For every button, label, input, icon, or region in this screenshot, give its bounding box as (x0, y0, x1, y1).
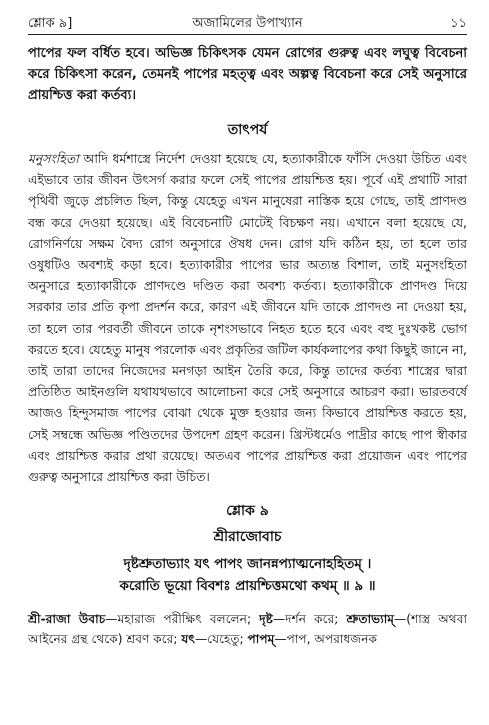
purport-paragraph (28, 148, 467, 487)
intro-paragraph: পাপের ফল বর্ধিত হবে। অভিজ্ঞ চিকিৎসক যেমন রোগের গুরুত্ব এবং লঘুত্ব বিবেচনা করে চিকিৎসা করেন, তেমনই পাপের মহত্ত্ব এবং অল্পত্ব বিবেচনা করে সেই অনুসারে প্রায়শ্চিত্ত করা কর্তব্য। (28, 46, 467, 103)
verse-line-1: দৃষ্টশ্রুতাভ্যাং যৎ পাপং জানন্নপ্যাত্মনোহহিতম্ । (123, 556, 372, 573)
synonym-meaning: —পাপ, অপরাধজনক (274, 632, 377, 647)
verse-line-2: করোতি ভূয়ো বিবশঃ প্রায়শ্চিত্তমথো কথম্ ॥ ৯ ॥ (119, 578, 376, 595)
page-header (28, 10, 467, 34)
page-number: ১১ (450, 16, 467, 31)
synonym-word: দৃষ্ট (259, 612, 273, 627)
chapter-title: অজামিলের উপাখ্যান (192, 16, 303, 31)
verse-speaker: শ্রীরাজোবাচ (213, 529, 282, 546)
synonym-meaning: —দর্শন করে; (272, 612, 347, 627)
synonym-meaning: —যেহেতু; (194, 632, 248, 647)
synonym-meaning: —মহারাজ পরীক্ষিৎ বললেন; (105, 612, 260, 627)
synonym-word: পাপম্ (247, 632, 275, 647)
purport-title: তাৎপর্য (227, 122, 268, 138)
synonym-meaning: —(শাস্ত্র অথবা আইনের গ্রন্থ থেকে) শ্রবণ করে; (28, 612, 468, 647)
synonym-word: শ্রী-রাজা উবাচ (28, 612, 106, 627)
purport-text: আদি ধর্মশাস্ত্রে নির্দেশ দেওয়া হয়েছে যে, হত্যাকারীকে ফাঁসি দেওয়া উচিত এবং এইভাবে তার জীবন উৎসর্গ করার ফলে সেই পাপের প্রায়শ্চিত্ত হয়। পূর্বে এই প্রথাটি সারা পৃথিবী জুড়ে প্রচলিত ছিল, কিন্তু যেহেতু এখন মানুষেরা নাস্তিক হয়ে গেছে, তাই প্রাণদণ্ড বন্ধ করে দেওয়া হয়েছে। এই বিবেচনাটি মোটেই বিচক্ষণ নয়। এখানে বলা হয়েছে যে, রোগনির্ণয়ে সক্ষম বৈদ্য রোগ অনুসারে ঔষধ দেন। রোগ যদি কঠিন হয়, তা হলে তার ওষুধটিও অবশ্যই কড়া হবে। হত্যাকারীর পাপের ভার অত্যন্ত বিশাল, তাই মনুসংহিতা অনুসারে হত্যাকারীকে প্রাণদণ্ডে দণ্ডিত করা অবশ্য কর্তব্য। হত্যাকারীকে প্রাণদণ্ড দিয়ে সরকার তার প্রতি কৃপা প্রদর্শন করে, কারণ এই জীবনে যদি তাকে প্রাণদণ্ড না দেওয়া হয়, তা হলে তার পরবর্তী জীবনে তাকে নৃশংসভাবে নিহত হতে হবে এবং বহু দুঃখকষ্ট ভোগ করতে হবে। যেহেতু মানুষ পরলোক এবং প্রকৃতির জটিল কার্যকলাপের কথা কিছুই জানে না, তাই তারা তাদের নিজেদের মনগড়া আইন তৈরি করে, কিন্তু তাদের কর্তব্য শাস্ত্রের দ্বারা প্রতিষ্ঠিত আইনগুলি যথাযথভাবে আলোচনা করে সেই অনুসারে আচরণ করা। ভারতবর্ষে আজও হিন্দুসমাজ পাপের বোঝা থেকে মুক্ত হওয়ার জন্য কিভাবে প্রায়শ্চিত্ত করতে হয়, সেই সম্বন্ধে অভিজ্ঞ পণ্ডিতদের উপদেশ গ্রহণ করেন। খ্রিস্টধর্মেও পাদ্রীর কাছে পাপ স্বীকার এবং প্রায়শ্চিত্ত করার প্রথা রয়েছে। অতএব পাপের প্রায়শ্চিত্ত করা প্রয়োজন এবং পাপের গুরুত্ব অনুসারে প্রায়শ্চিত্ত করা উচিত। (28, 151, 467, 485)
purport-first-word: মনুসংহিতা (28, 151, 79, 166)
synonym-word: যৎ (181, 632, 195, 647)
synonym-word: শ্রুতাভ্যাম্ (346, 612, 395, 627)
verse-reference: শ্লোক ৯] (28, 16, 73, 31)
synonyms-paragraph (28, 609, 467, 649)
verse-title: শ্লোক ৯ (226, 503, 269, 520)
